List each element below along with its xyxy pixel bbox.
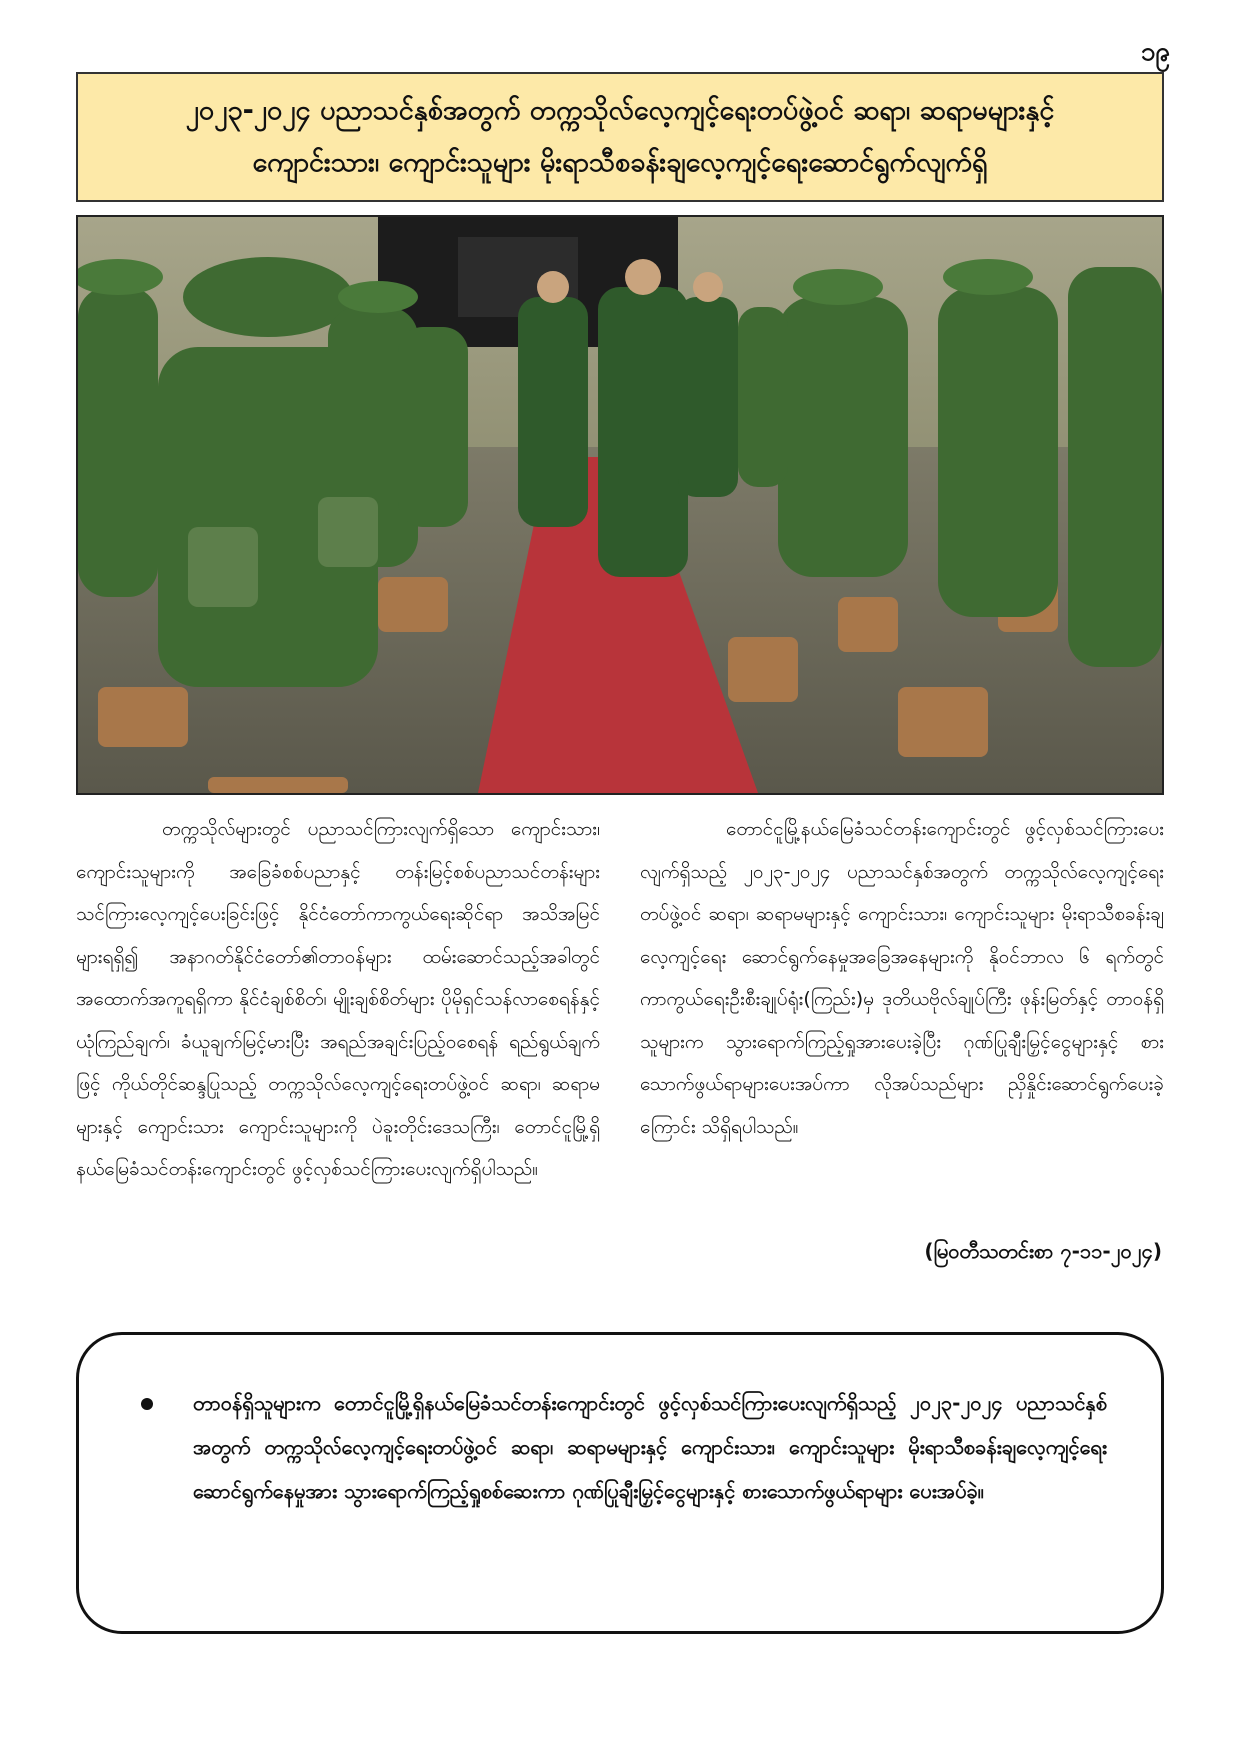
headline-line-2: ကျောင်းသား၊ ကျောင်းသူများ မိုးရာသီစခန်းချလေ့ကျင့်ရေးဆောင်ရွက်လျက်ရှိ [252,147,988,178]
source-citation: (မြဝတီသတင်းစာ ၇-၁၁-၂၀၂၄) [924,1239,1162,1263]
bullet-dot-icon [141,1398,153,1410]
article-left-column [76,808,600,1191]
summary-bullet-text: တာဝန်ရှိသူများက တောင်ငူမြို့ရှိနယ်မြေခံသင်တန်းကျောင်းတွင် ဖွင့်လှစ်သင်ကြားပေးလျက်ရှိသည့် ၂၀၂၃-၂၀၂၄ ပညာသင်နှစ်အတွက် တက္ကသိုလ်လေ့ကျင့်ရေးတပ်ဖွဲ့ဝင် ဆရာ၊ ဆရာမများနှင့် ကျောင်းသား၊ ကျောင်းသူများ မိုးရာသီစခန်းချလေ့ကျင့်ရေးဆောင်ရွက်နေမှုအား သွားရောက်ကြည့်ရှုစစ်ဆေးကာ ဂုဏ်ပြုချီးမြှင့်ငွေများနှင့် စားသောက်ဖွယ်ရာများ ပေးအပ်ခဲ့။ [193,1391,1107,1503]
summary-box [76,1332,1164,1634]
headline-box [76,72,1164,202]
article-paragraph-right: တောင်ငူမြို့နယ်မြေခံသင်တန်းကျောင်းတွင် ဖွင့်လှစ်သင်ကြားပေးလျက်ရှိသည့် ၂၀၂၃-၂၀၂၄ ပညာသင်နှစ်အတွက် တက္ကသိုလ်လေ့ကျင့်ရေး တပ်ဖွဲ့ဝင် ဆရာ၊ ဆရာမများနှင့် ကျောင်းသား၊ ကျောင်းသူများ မိုးရာသီစခန်းချလေ့ကျင့်ရေး ဆောင်ရွက်နေမှုအခြေအနေများကို နိုဝင်ဘာလ ၆ ရက်တွင် ကာကွယ်ရေးဦးစီးချုပ်ရုံး(ကြည်း)မှ ဒုတိယဗိုလ်ချုပ်ကြီး ဖုန်းမြတ်နှင့် တာဝန်ရှိသူများက သွားရောက်ကြည့်ရှုအားပေးခဲ့ပြီး ဂုဏ်ပြုချီးမြှင့်ငွေများနှင့် စားသောက်ဖွယ်ရာများပေးအပ်ကာ လိုအပ်သည်များ ညှိနှိုင်းဆောင်ရွက်ပေးခဲ့ကြောင်း သိရှိရပါသည်။ [640,818,1164,1138]
article-right-column [640,808,1164,1148]
news-photo [76,215,1164,795]
summary-list [141,1381,1107,1513]
article-paragraph-left: တက္ကသိုလ်များတွင် ပညာသင်ကြားလျက်ရှိသော ကျောင်းသား၊ ကျောင်းသူများကို အခြေခံစစ်ပညာနှင့် တန်းမြင့်စစ်ပညာသင်တန်းများ သင်ကြားလေ့ကျင့်ပေးခြင်းဖြင့် နိုင်ငံတော်ကာကွယ်ရေးဆိုင်ရာ အသိအမြင်များရရှိ၍ အနာဂတ်နိုင်ငံတော်၏တာဝန်များ ထမ်းဆောင်သည့်အခါတွင် အထောက်အကူရရှိကာ နိုင်ငံချစ်စိတ်၊ မျိုးချစ်စိတ်များ ပိုမိုရှင်သန်လာစေရန်နှင့် ယုံကြည်ချက်၊ ခံယူချက်မြင့်မားပြီး အရည်အချင်းပြည့်ဝစေရန် ရည်ရွယ်ချက်ဖြင့် ကိုယ်တိုင်ဆန္ဒပြုသည့် တက္ကသိုလ်လေ့ကျင့်ရေးတပ်ဖွဲ့ဝင် ဆရာ၊ ဆရာမများနှင့် ကျောင်းသား ကျောင်းသူများကို ပဲခူးတိုင်းဒေသကြီး၊ တောင်ငူမြို့ရှိ နယ်မြေခံသင်တန်းကျောင်းတွင် ဖွင့်လှစ်သင်ကြားပေးလျက်ရှိပါသည်။ [76,818,600,1180]
headline-line-1: ၂၀၂၃-၂၀၂၄ ပညာသင်နှစ်အတွက် တက္ကသိုလ်လေ့ကျင့်ရေးတပ်ဖွဲ့ဝင် ဆရာ၊ ဆရာမများနှင့် [185,95,1055,126]
summary-bullet-item [141,1381,1107,1513]
page-number: ၁၉ [1140,37,1170,67]
